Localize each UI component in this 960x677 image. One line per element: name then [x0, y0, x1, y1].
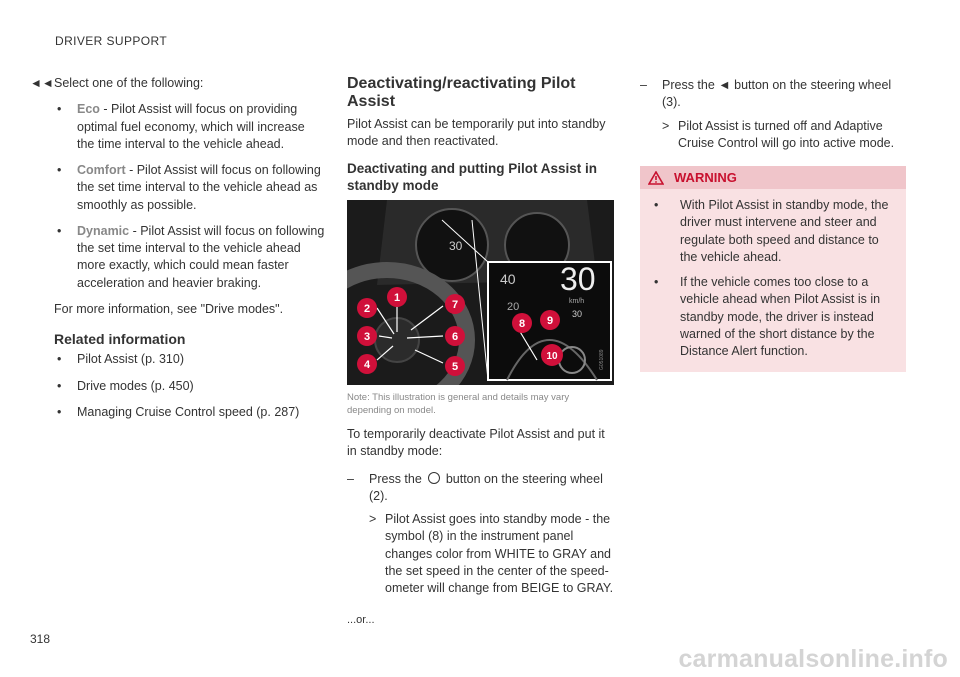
option-keyword: Dynamic — [77, 223, 130, 238]
deactivate-result: > Pilot Assist is turned off and Adaptive Cruise Control will go into active mode. — [640, 118, 906, 153]
callout-2: 2 — [363, 303, 371, 316]
figure-code: G051089 — [599, 349, 605, 371]
callout-4: 4 — [363, 359, 371, 372]
standby-result: > Pilot Assist goes into standby mode - the symbol (8) in the instrument panel changes color from WHITE to GRAY and the set speed in the center of the speedometer will change from BEIGE to GRAY. — [347, 511, 614, 597]
callout-9: 9 — [546, 315, 554, 328]
step-text-before: Press the — [369, 471, 422, 486]
callout-3: 3 — [363, 331, 371, 344]
standby-lead: To temporarily deactivate Pilot Assist and put it in standby mode: — [347, 427, 605, 459]
option-text: - Pilot Assist will focus on providing optimal fuel economy, which will increase the time interval to the vehicle ahead. — [77, 102, 305, 151]
warning-item: • With Pilot Assist in standby mode, the driver must intervene and steer and regulate both speed and distance to the vehicle ahead. — [640, 197, 906, 266]
column-middle — [347, 75, 614, 629]
related-link[interactable]: • Pilot Assist (p. 310) — [30, 351, 325, 368]
column-right — [640, 75, 906, 372]
related-link[interactable]: • Drive modes (p. 450) — [30, 378, 325, 395]
watermark: carmanualsonline.info — [678, 645, 948, 673]
option-comfort — [30, 162, 325, 214]
warning-triangle-icon — [648, 171, 664, 185]
warning-item: • If the vehicle comes too close to a vehicle ahead when Pilot Assist is in standby mode, the driver is instead warned of the short distance by the Distance Alert function. — [640, 274, 906, 360]
step-text-after: button on the steering wheel (2). — [369, 471, 603, 503]
continuation-mark: ◄◄ — [30, 76, 54, 90]
callout-1: 1 — [393, 292, 401, 305]
zoom-speed-40: 40 — [500, 271, 516, 288]
option-keyword: Eco — [77, 102, 100, 117]
warning-title: WARNING — [674, 169, 737, 185]
option-text: - Pilot Assist will focus on following the set time interval to the vehicle ahead more exactly, which could mean faster acceleration and heavier braking. — [77, 223, 325, 290]
more-info-text: For more information, see "Drive modes". — [54, 301, 284, 316]
option-dynamic — [30, 223, 325, 292]
callout-8: 8 — [518, 318, 526, 331]
section-header: DRIVER SUPPORT — [55, 34, 168, 48]
figure-caption: Note: This illustration is general and details may vary depending on model. — [347, 392, 570, 416]
section-title: Deactivating/reactivating Pilot Assist — [347, 75, 576, 110]
continuation-row — [30, 75, 325, 92]
related-link[interactable]: • Managing Cruise Control speed (p. 287) — [30, 404, 325, 421]
zoom-speed-20: 20 — [507, 301, 520, 314]
select-intro: Select one of the following: — [54, 76, 204, 90]
illustration-svg — [347, 200, 614, 385]
pilot-assist-icon — [428, 472, 440, 484]
steering-wheel-illustration — [347, 200, 614, 385]
option-keyword: Comfort — [77, 163, 126, 177]
subsection-heading: Deactivating and putting Pilot Assist in standby mode — [347, 160, 598, 193]
callout-7: 7 — [451, 299, 459, 312]
svg-text:30: 30 — [449, 239, 463, 254]
callout-6: 6 — [451, 331, 459, 344]
option-eco — [30, 101, 325, 153]
warning-box — [640, 166, 906, 372]
standby-step — [347, 471, 614, 506]
zoom-unit: km/h — [569, 298, 585, 306]
zoom-speed-30: 30 — [560, 261, 596, 298]
related-heading: Related information — [54, 331, 186, 347]
zoom-small-speed: 30 — [572, 309, 583, 320]
option-text: - Pilot Assist will focus on following the set time interval to the vehicle ahead as smoothly as possible. — [77, 163, 321, 212]
warning-header — [640, 166, 906, 189]
deactivate-step: – Press the ◄ button on the steering wheel (3). — [640, 77, 906, 112]
callout-5: 5 — [451, 361, 459, 374]
callout-10: 10 — [546, 351, 558, 363]
or-note: ...or... — [347, 614, 375, 627]
page-number: 318 — [30, 632, 51, 646]
section-intro: Pilot Assist can be temporarily put into standby mode and then reactivated. — [347, 117, 606, 149]
column-left — [30, 75, 325, 421]
